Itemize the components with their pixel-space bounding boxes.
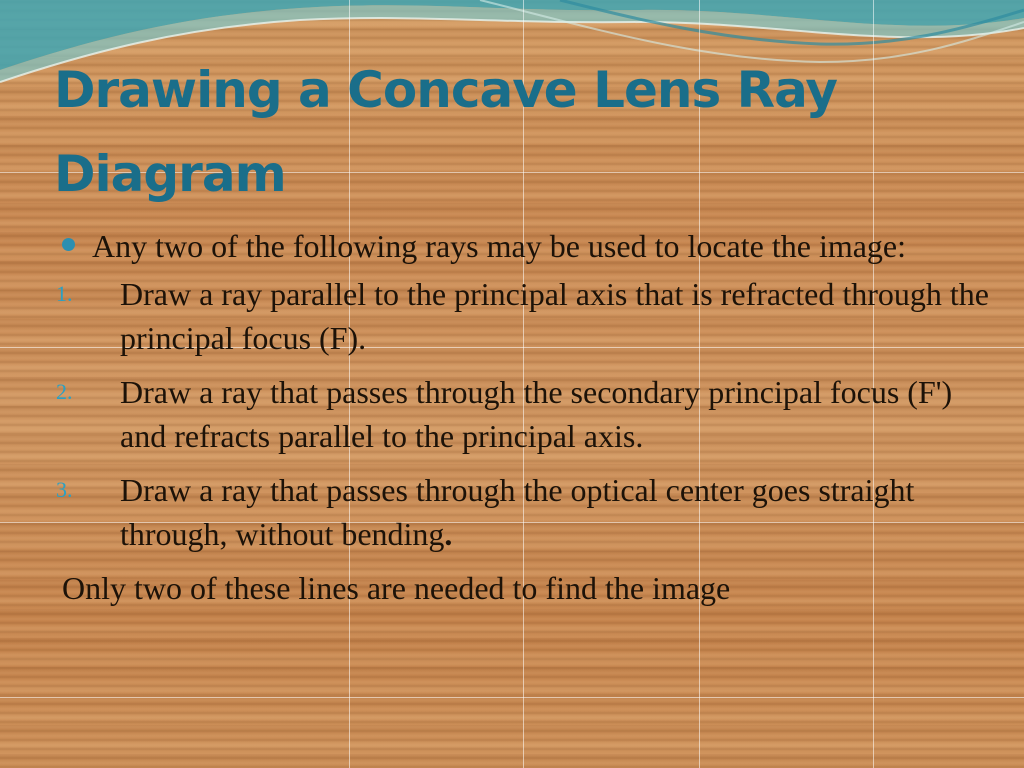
slide-title: Drawing a Concave Lens Ray Diagram xyxy=(54,61,837,203)
item-number: 3. xyxy=(56,477,73,502)
slide-body xyxy=(56,224,992,610)
item-text: Draw a ray parallel to the principal axis that is refracted through the principal focus (F). xyxy=(120,276,989,356)
numbered-item-3 xyxy=(56,468,992,556)
intro-bullet-text: Any two of the following rays may be used to locate the image: xyxy=(92,228,907,264)
intro-bullet xyxy=(62,224,992,268)
item-number: 1. xyxy=(56,281,73,306)
item-text: Draw a ray that passes through the optical center goes straight through, without bending xyxy=(120,472,915,552)
numbered-item-1 xyxy=(56,272,992,360)
closing-line: Only two of these lines are needed to find the image xyxy=(62,570,731,606)
item-text: Draw a ray that passes through the secondary principal focus (F') and refracts parallel to the principal axis. xyxy=(120,374,953,454)
item-number: 2. xyxy=(56,379,73,404)
numbered-item-2 xyxy=(56,370,992,458)
grid-line xyxy=(0,697,1024,698)
bullet-dot-icon xyxy=(62,238,75,251)
item-trailing-period: . xyxy=(444,516,453,552)
